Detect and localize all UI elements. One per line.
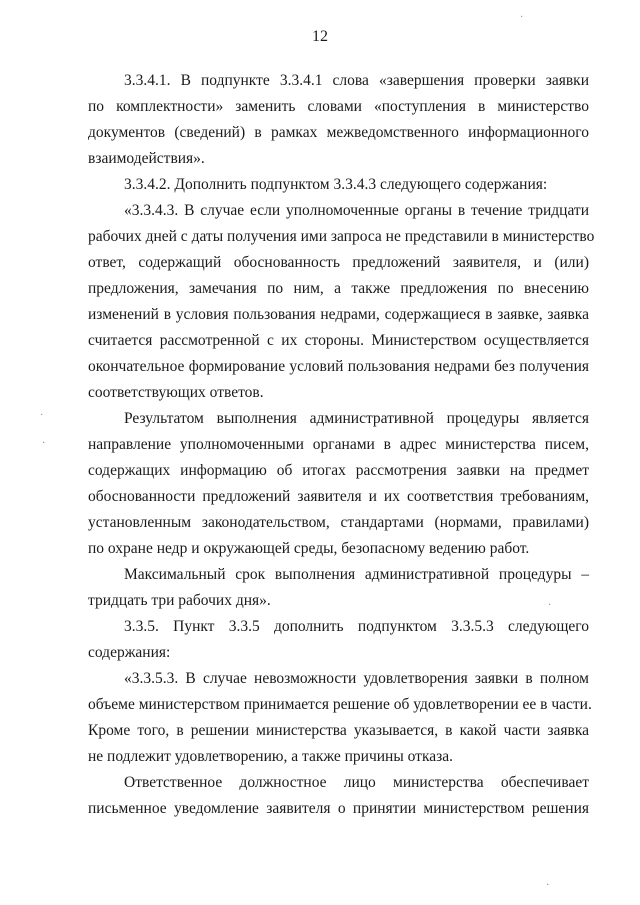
text-line: 3.3.4.2. Дополнить подпунктом 3.3.4.3 следующего содержания: bbox=[124, 176, 548, 193]
text-line: взаимодействия». bbox=[88, 150, 205, 167]
text-line: объеме министерством принимается решение об удовлетворении ее в части. bbox=[88, 696, 592, 713]
text-line: установленным законодательством, стандартами (нормами, правилами) bbox=[88, 514, 589, 531]
text-line: Максимальный срок выполнения административной процедуры – bbox=[124, 566, 589, 583]
text-line: ответ, содержащий обоснованность предложений заявителя, и (или) bbox=[88, 254, 589, 271]
text-line: по комплектности» заменить словами «поступления в министерство bbox=[88, 98, 589, 115]
text-line: по охране недр и окружающей среды, безопасному ведению работ. bbox=[88, 540, 530, 557]
text-line: не подлежит удовлетворению, а также причины отказа. bbox=[88, 748, 453, 765]
text-line: «3.3.4.3. В случае если уполномоченные органы в течение тридцати bbox=[124, 202, 589, 219]
text-line: содержания: bbox=[88, 644, 171, 661]
page-number: 12 bbox=[312, 28, 328, 45]
scan-speck: · bbox=[520, 12, 524, 23]
text-line: Кроме того, в решении министерства указывается, в какой части заявка bbox=[88, 722, 589, 739]
text-line: окончательное формирование условий пользования недрами без получения bbox=[88, 358, 589, 375]
text-line: соответствующих ответов. bbox=[88, 384, 264, 401]
text-line: направление уполномоченными органами в адрес министерства писем, bbox=[88, 436, 589, 453]
scan-speck: · bbox=[40, 410, 44, 421]
text-line: Ответственное должностное лицо министерства обеспечивает bbox=[124, 774, 589, 791]
text-line: предложения, замечания по ним, а также предложения по внесению bbox=[88, 280, 589, 297]
text-line: 3.3.4.1. В подпункте 3.3.4.1 слова «завершения проверки заявки bbox=[124, 72, 589, 89]
scan-speck: · bbox=[548, 600, 552, 611]
text-line: письменное уведомление заявителя о принятии министерством решения bbox=[88, 800, 589, 817]
text-line: документов (сведений) в рамках межведомственного информационного bbox=[88, 124, 589, 141]
text-line: «3.3.5.3. В случае невозможности удовлетворения заявки в полном bbox=[124, 670, 589, 687]
text-line: Результатом выполнения административной процедуры является bbox=[124, 410, 589, 427]
text-line: тридцать три рабочих дня». bbox=[88, 592, 271, 609]
text-line: содержащих информацию об итогах рассмотрения заявки на предмет bbox=[88, 462, 589, 479]
text-line: 3.3.5. Пункт 3.3.5 дополнить подпунктом 3.3.5.3 следующего bbox=[124, 618, 589, 635]
text-line: считается рассмотренной с их стороны. Министерством осуществляется bbox=[88, 332, 589, 349]
scan-speck: · bbox=[546, 880, 550, 891]
scan-speck: · bbox=[42, 438, 46, 449]
text-line: рабочих дней с даты получения ими запроса не представили в министерство bbox=[88, 228, 595, 245]
text-line: изменений в условия пользования недрами, содержащиеся в заявке, заявка bbox=[88, 306, 589, 323]
text-line: обоснованности предложений заявителя и их соответствия требованиям, bbox=[88, 488, 589, 505]
